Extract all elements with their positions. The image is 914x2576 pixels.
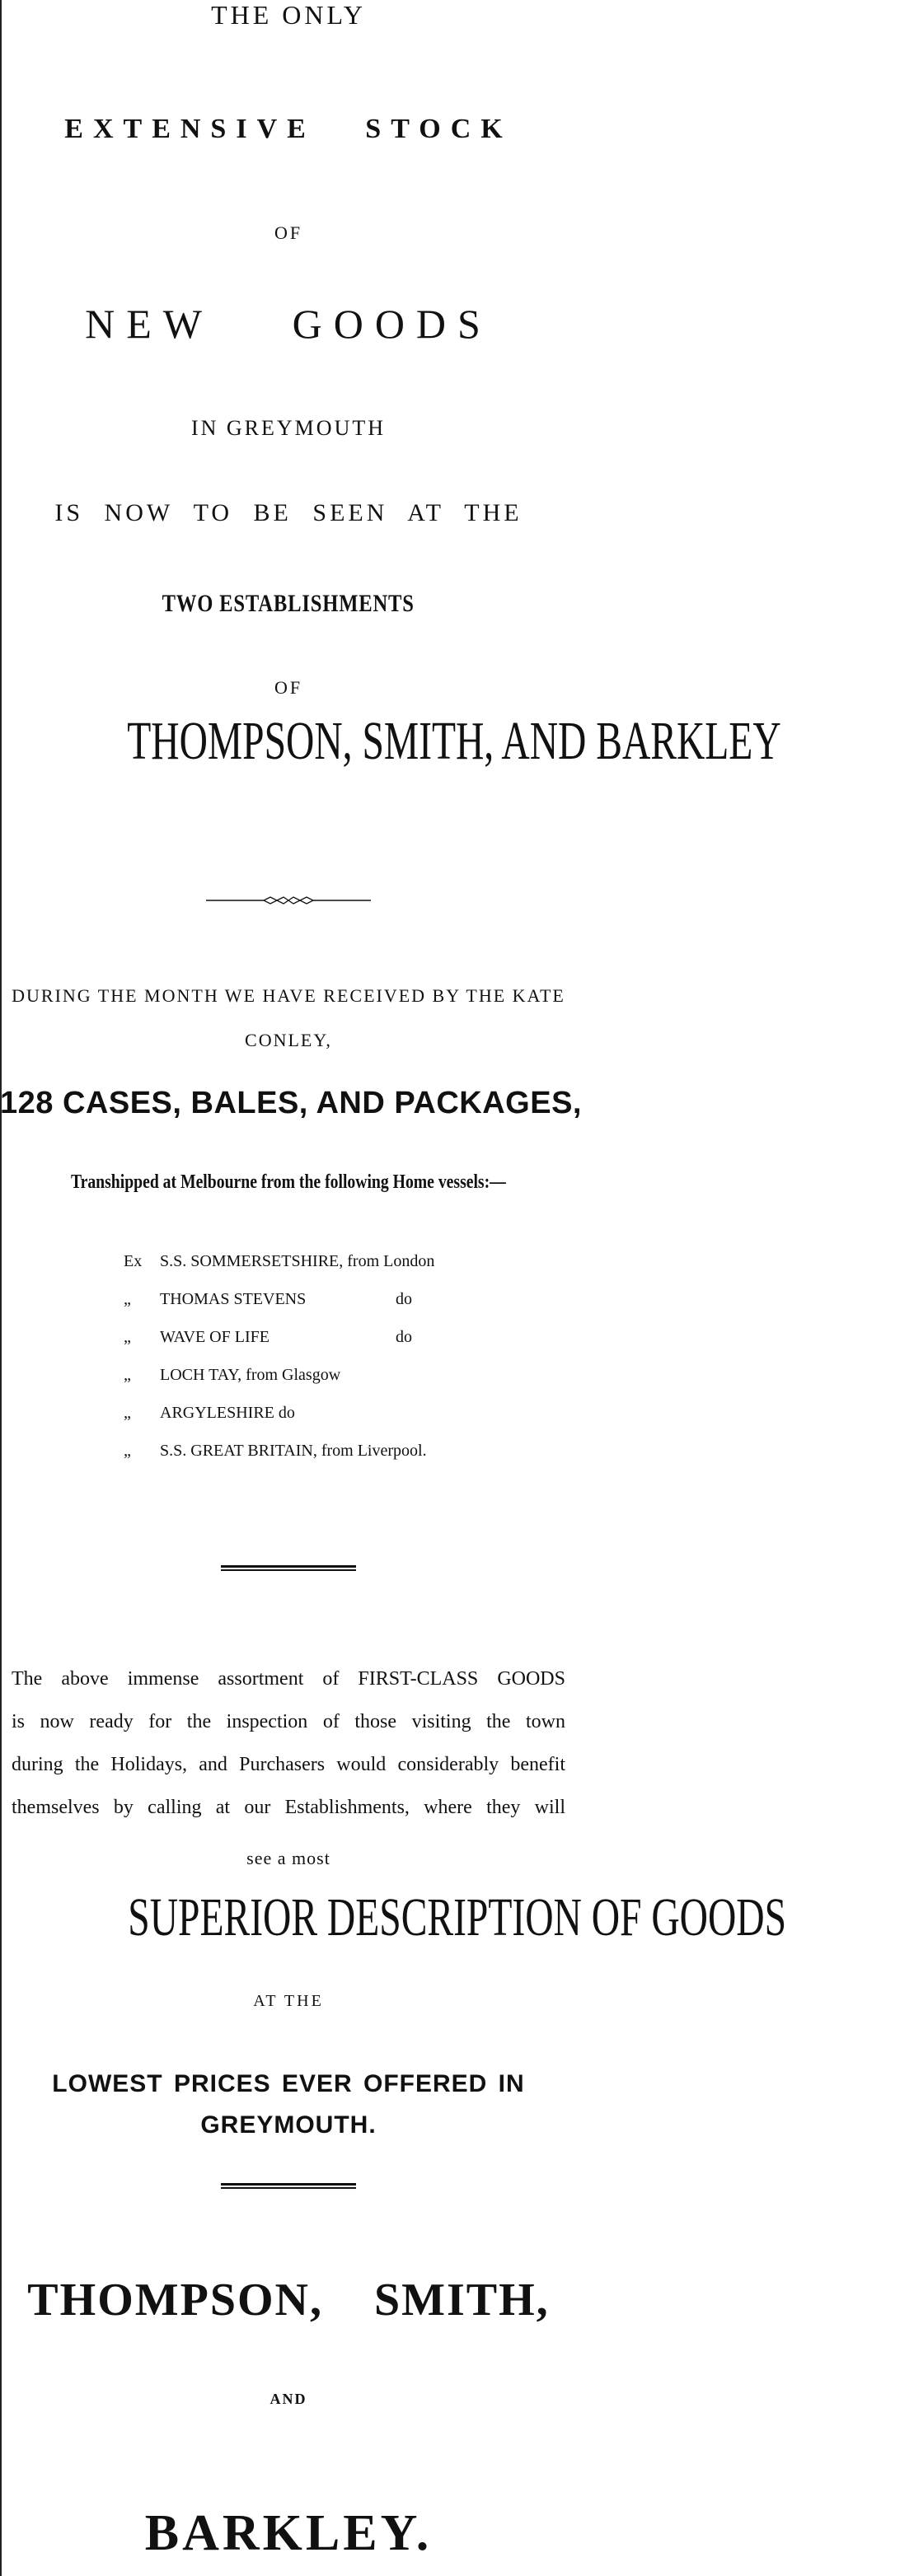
vessel-prefix: „: [124, 1442, 131, 1460]
arrival-line-1: DURING THE MONTH WE HAVE RECEIVED BY THE KATE: [12, 985, 565, 1006]
vessel-row: [124, 1290, 503, 1328]
headline-now-to-be-seen: IS NOW TO BE SEEN AT THE: [54, 499, 523, 526]
signature-names: THOMPSON, SMITH,: [27, 2274, 550, 2326]
vessel-prefix: „: [124, 1290, 131, 1308]
headline-of: OF: [274, 222, 303, 243]
vessel-ditto: do: [396, 1328, 412, 1346]
two-establishments-text: TWO ESTABLISHMENTS: [162, 590, 415, 617]
vessel-prefix: Ex: [124, 1252, 143, 1270]
signature-barkley: BARKLEY.: [144, 2505, 433, 2561]
vessel-prefix: „: [124, 1404, 131, 1422]
vessel-row: [124, 1404, 503, 1442]
transhipped-line: [0, 1171, 577, 1194]
firm-name-text: THOMPSON, SMITH, AND BARKLEY: [127, 711, 781, 771]
headline-two-establishments: [0, 590, 577, 618]
body-line: is now ready for the inspection of those visiting the town: [12, 1711, 565, 1732]
vessel-row: [124, 1328, 503, 1366]
vessel-name: S.S. SOMMERSETSHIRE, from London: [160, 1252, 435, 1270]
vessel-name: THOMAS STEVENS: [160, 1290, 307, 1308]
vessel-list: [124, 1252, 503, 1480]
vessel-ditto: do: [396, 1290, 412, 1308]
double-rule-divider: [221, 1565, 356, 1572]
vessel-row: [124, 1442, 503, 1480]
superior-description-headline: [0, 1886, 787, 1949]
arrival-line-2: CONLEY,: [245, 1030, 332, 1050]
vessel-name: S.S. GREAT BRITAIN, from Liverpool.: [160, 1442, 427, 1460]
body-line: during the Holidays, and Purchasers would considerably benefit: [12, 1754, 565, 1775]
double-rule-divider: [221, 2183, 356, 2190]
body-last-line: see a most: [246, 1848, 330, 1868]
headline-new-goods: NEW GOODS: [85, 301, 492, 347]
vessel-name: ARGYLESHIRE do: [160, 1404, 295, 1422]
vessel-row: [124, 1366, 503, 1404]
vessel-name: LOCH TAY, from Glasgow: [160, 1366, 341, 1384]
lowest-prices-line-2: GREYMOUTH.: [200, 2111, 377, 2139]
body-line: themselves by calling at our Establishments, where they will: [12, 1797, 565, 1818]
vessel-name: WAVE OF LIFE: [160, 1328, 270, 1346]
headline-the-only: THE ONLY: [211, 0, 366, 30]
body-line: The above immense assortment of FIRST-CLASS GOODS: [12, 1668, 565, 1690]
ornament-divider: [206, 895, 371, 905]
vessel-row: [124, 1252, 503, 1290]
signature-and: AND: [270, 2391, 307, 2407]
headline-extensive-stock: EXTENSIVE STOCK: [64, 114, 513, 144]
at-the: AT THE: [253, 1992, 324, 2010]
cases-bales-packages: 128 CASES, BALES, AND PACKAGES,: [0, 1086, 582, 1120]
headline-in-greymouth: IN GREYMOUTH: [190, 416, 387, 440]
vessel-prefix: „: [124, 1366, 131, 1384]
firm-name-headline: [0, 710, 781, 773]
vessel-prefix: „: [124, 1328, 131, 1346]
transhipped-text: Transhipped at Melbourne from the following Home vessels:—: [71, 1171, 506, 1193]
headline-of-2: OF: [274, 677, 303, 698]
superior-text: SUPERIOR DESCRIPTION OF GOODS: [128, 1887, 787, 1947]
lowest-prices-line-1: LOWEST PRICES EVER OFFERED IN: [52, 2070, 525, 2097]
left-column-rule: [0, 0, 2, 2576]
